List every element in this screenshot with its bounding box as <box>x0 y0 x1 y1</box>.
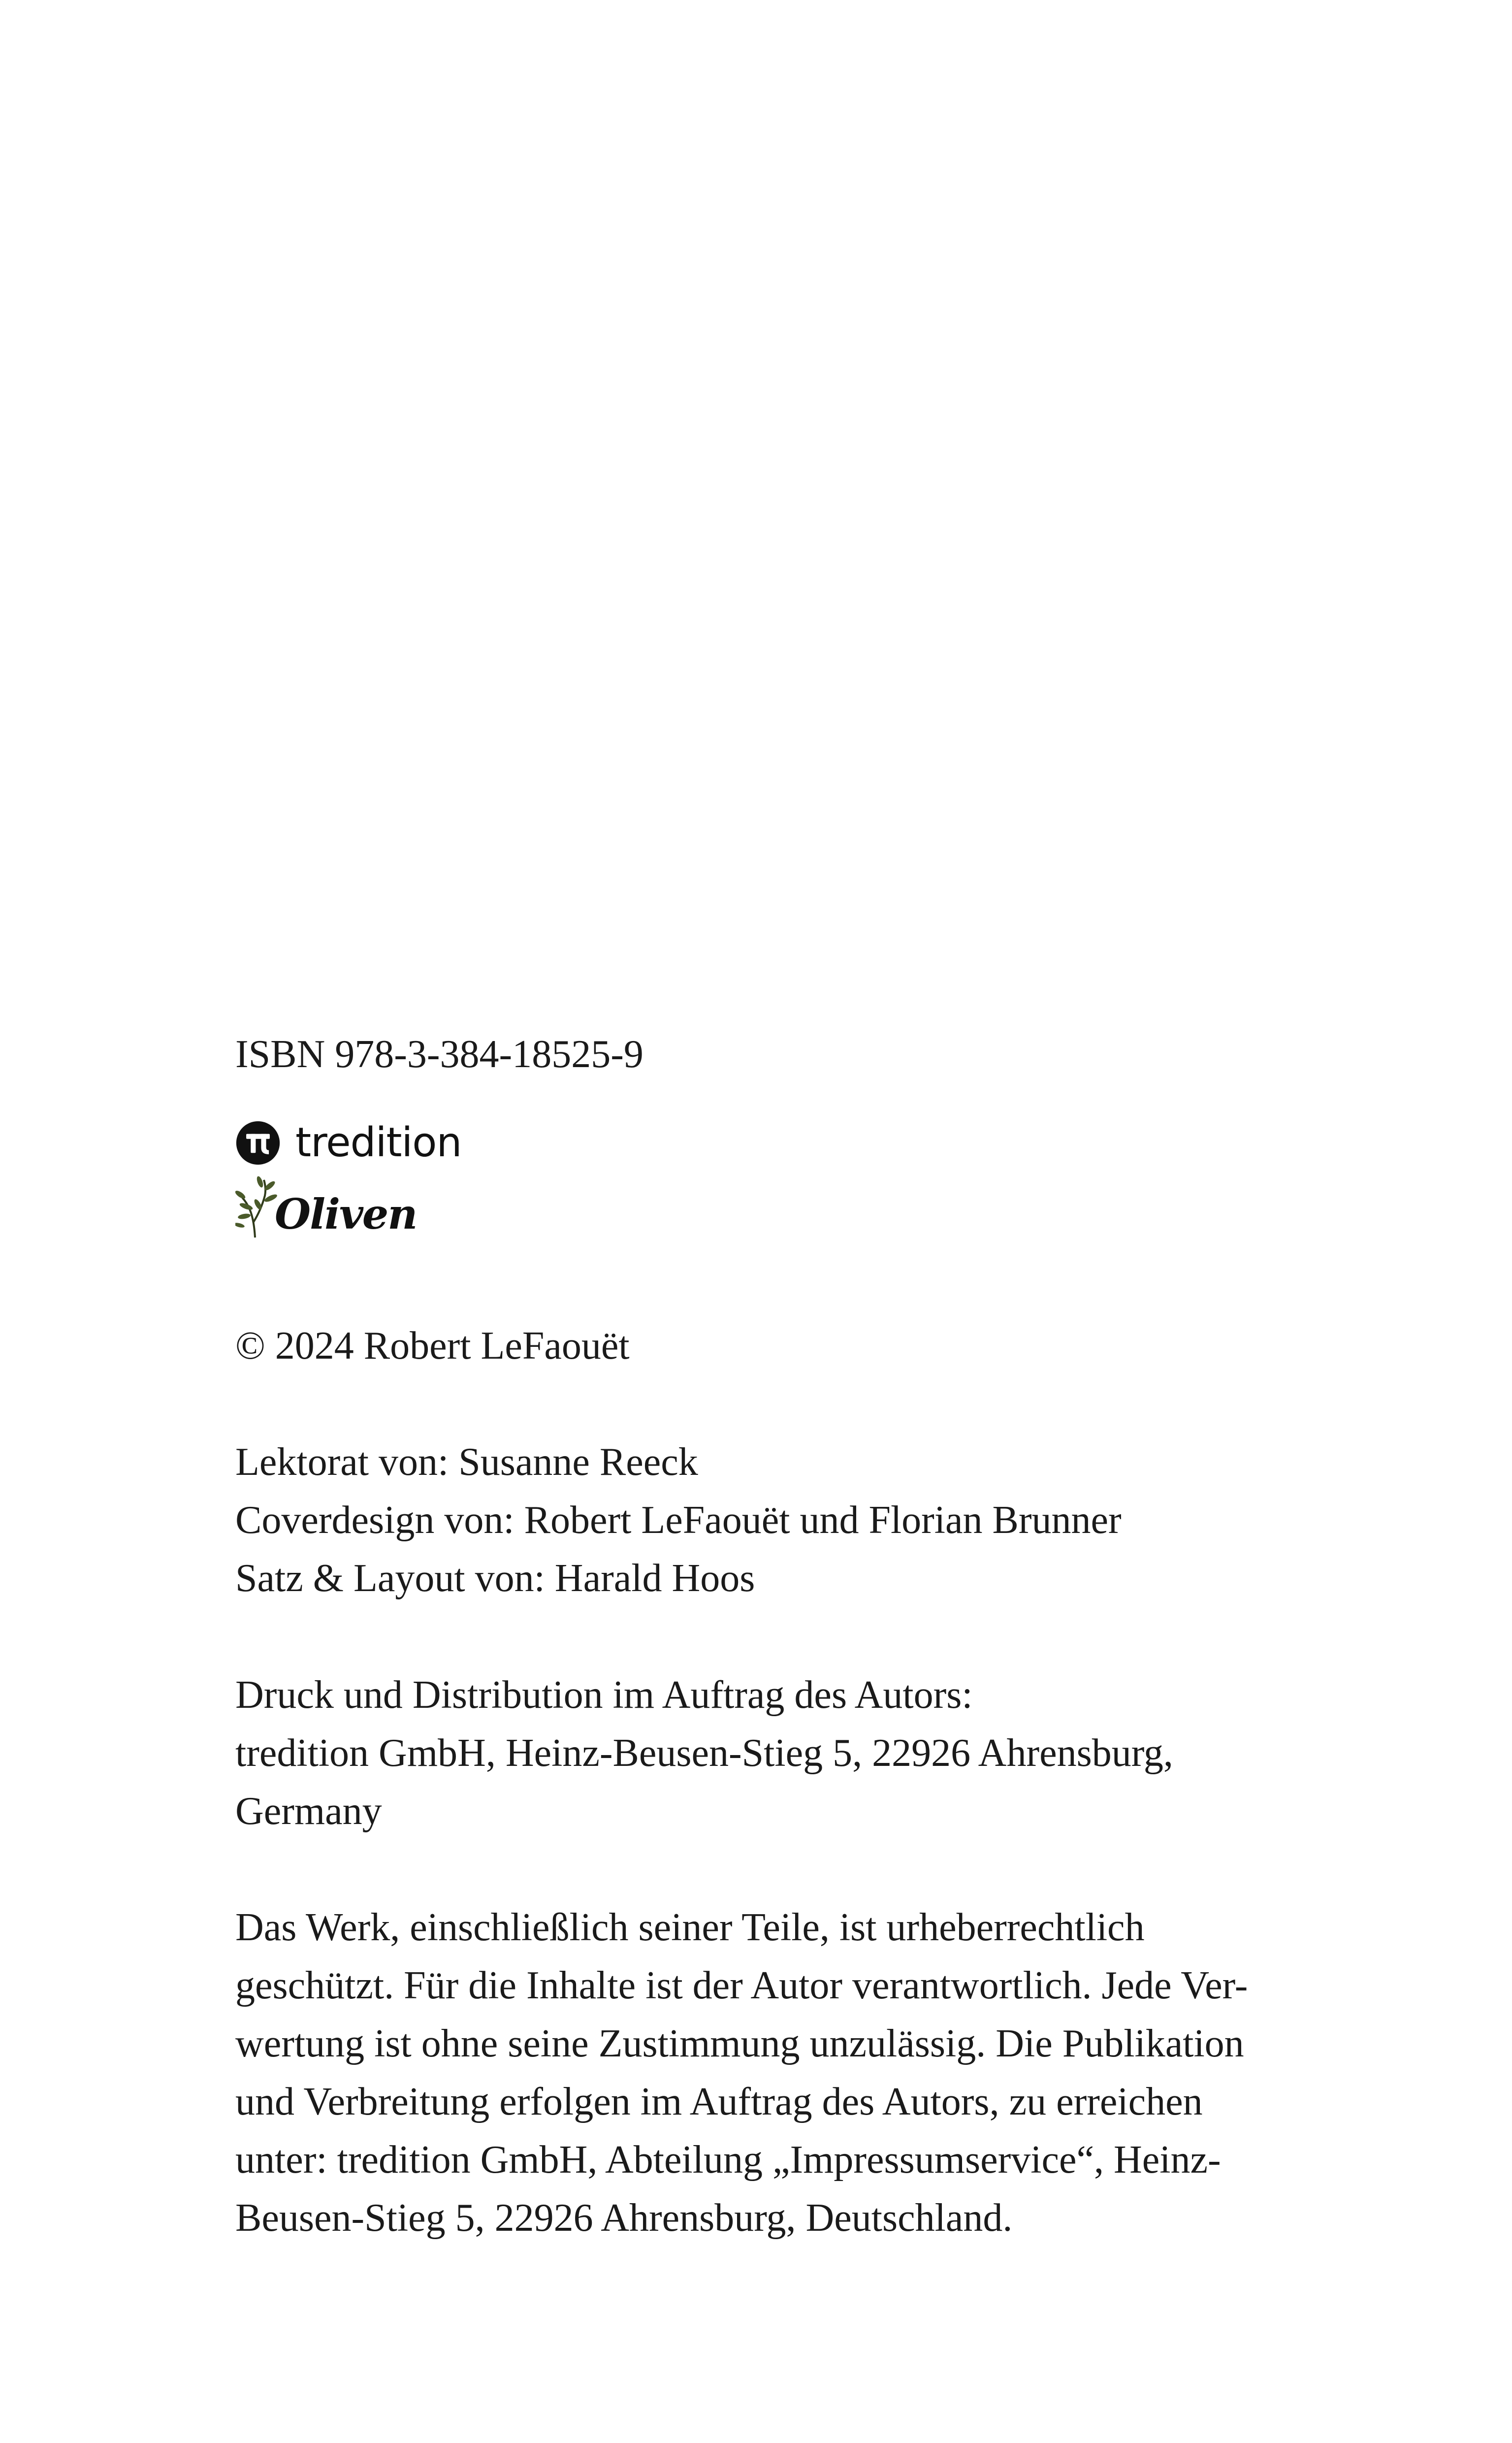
legal-line: Beusen-Stieg 5, 22926 Ahrensburg, Deutschland. <box>235 2196 1013 2240</box>
credits-block <box>235 1433 1122 1607</box>
credit-line: Satz & Layout von: Harald Hoos <box>235 1557 755 1600</box>
legal-line: Das Werk, einschließlich seiner Teile, ist urheberrechtlich <box>235 1906 1145 1949</box>
credit-line: Lektorat von: Susanne Reeck <box>235 1440 698 1484</box>
legal-notice <box>235 1898 1248 2247</box>
imprint-name: Oliven <box>275 1190 417 1238</box>
publisher-name: tredition <box>295 1119 462 1166</box>
publisher-logo <box>235 1119 461 1167</box>
isbn <box>235 1025 643 1083</box>
legal-line: unter: tredition GmbH, Abteilung „Impressumservice“, Heinz- <box>235 2138 1221 2182</box>
isbn-text: ISBN 978-3-384-18525-9 <box>235 1033 643 1076</box>
legal-line: und Verbreitung erfolgen im Auftrag des Autors, zu erreichen <box>235 2080 1203 2123</box>
copyright-text: © 2024 Robert LeFaouët <box>235 1324 630 1368</box>
tredition-logo-icon <box>235 1120 281 1166</box>
distribution-line: Druck und Distribution im Auftrag des Autors: <box>235 1673 973 1717</box>
credit-line: Coverdesign von: Robert LeFaouët und Florian Brunner <box>235 1498 1122 1542</box>
legal-line: geschützt. Für die Inhalte ist der Autor verantwortlich. Jede Ver- <box>235 1964 1248 2007</box>
distribution-line: tredition GmbH, Heinz-Beusen-Stieg 5, 22926 Ahrensburg, <box>235 1731 1173 1775</box>
copyright-notice <box>235 1317 630 1375</box>
imprint-logo <box>235 1176 417 1245</box>
legal-line: wertung ist ohne seine Zustimmung unzulässig. Die Publikation <box>235 2022 1244 2065</box>
distribution-line: Germany <box>235 1790 382 1833</box>
distribution-block <box>235 1666 1173 1840</box>
